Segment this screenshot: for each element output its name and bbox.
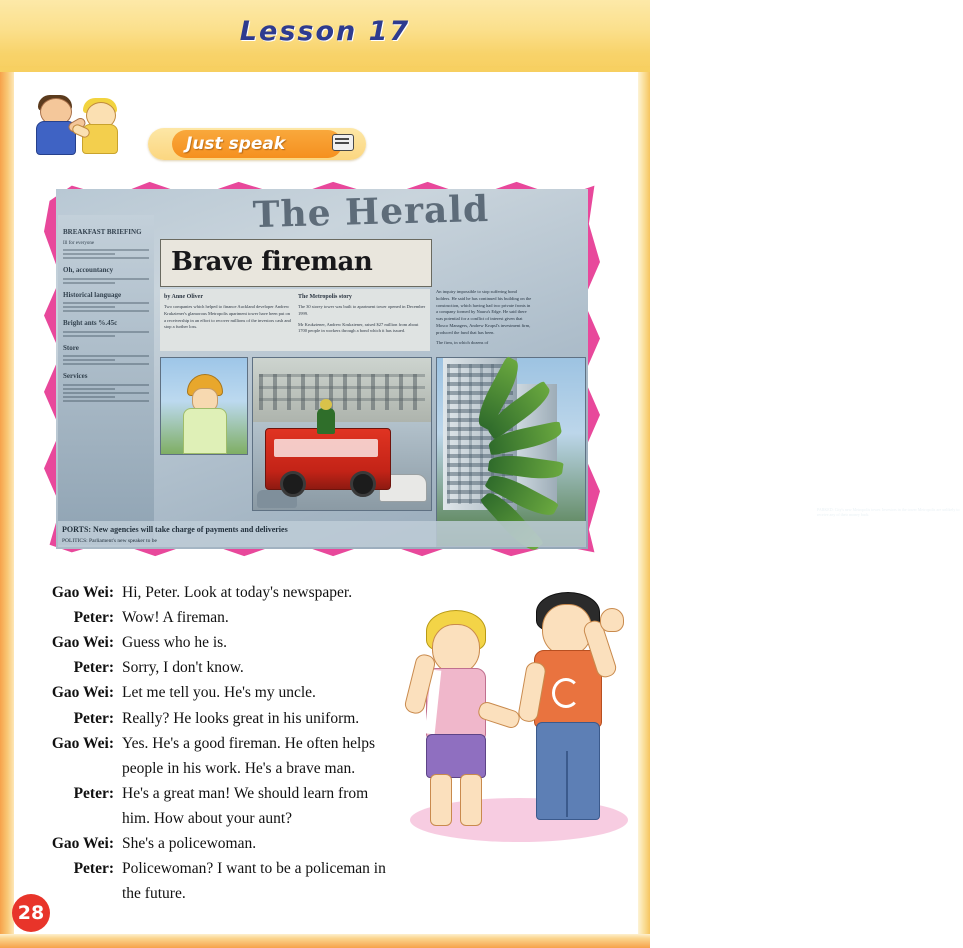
page-border-bottom: [0, 934, 650, 948]
boy-blond-figure: [406, 610, 514, 830]
article-col-1: [164, 293, 292, 347]
dialogue-speaker: Peter:: [73, 609, 114, 627]
newspaper-headline: Brave fireman: [171, 247, 373, 277]
photo-fireman-portrait: [160, 357, 248, 455]
dialogue-speaker: Peter:: [73, 784, 114, 802]
left-col-item2: Historical language: [63, 290, 122, 299]
newspaper-footer: [58, 521, 586, 547]
left-col-title: BREAKFAST BRIEFING: [63, 228, 142, 236]
section-banner-inner: [172, 130, 342, 158]
newspaper-left-column: [58, 215, 154, 545]
dialogue-speaker: Gao Wei:: [51, 835, 114, 853]
article-text-2: The 30 storey tower was built to apartment tower opened in December 1999.: [298, 304, 426, 316]
cassette-icon: [332, 134, 354, 151]
left-col-item4: Store: [63, 343, 79, 352]
dialogue-text: Wow! A fireman.: [122, 609, 229, 627]
photo-caption: PARKED: City's new Metropolis tower. Investors in the tower Metropolis are unlikely to receive any of their money back.: [817, 506, 960, 518]
newspaper-photo: [44, 178, 960, 560]
section-label: Just speak: [186, 134, 286, 154]
footer-text-1: PORTS: New agencies will take charge of payments and deliveries: [62, 525, 288, 534]
dialogue-text: She's a policewoman.: [122, 835, 257, 853]
dialogue-text: people in his work. He's a brave man.: [122, 759, 356, 777]
dialogue-speaker: Gao Wei:: [51, 734, 114, 752]
section-banner: [148, 128, 366, 160]
dialogue-text: He's a great man! We should learn from: [122, 784, 369, 802]
page-number: 28: [12, 894, 50, 932]
dialogue-text: Let me tell you. He's my uncle.: [122, 684, 316, 702]
right-text-1: An inquiry impossible to stop suffering bond holders. He said he has continued his building on the construction, which having had two private fronts in a company formed by Nauru's Edge. He said there was potential for a conflict of interest given that Mosco Managers, Andrew Krupsl's investment firm, produced the fund that has been.: [436, 289, 532, 335]
dialogue-text: the future.: [122, 885, 186, 903]
article-kicker: The Metropolis story: [298, 294, 352, 300]
dialogue-speaker: Peter:: [73, 709, 114, 727]
photo-metropolis-tower: [436, 357, 960, 547]
boys-illustration: [406, 600, 636, 850]
cartoon-kids-decoration: [28, 90, 138, 158]
right-text-2: The firm, in which dozens of: [436, 340, 489, 346]
newspaper-masthead: The Herald: [252, 187, 490, 237]
dialogue-text: Sorry, I don't know.: [122, 659, 244, 677]
page-title: Lesson 17: [239, 16, 411, 47]
dialogue-speaker: Peter:: [73, 860, 114, 878]
newspaper-right-text: [436, 289, 532, 351]
left-col-item5: Services: [63, 372, 88, 380]
dialogue-speaker: Gao Wei:: [51, 684, 114, 702]
left-col-subtitle: Ill for everyone: [63, 240, 95, 246]
dialogue-text: Guess who he is.: [122, 634, 228, 652]
newspaper-article-body: [160, 289, 430, 351]
dialogue-line-continuation: [30, 881, 620, 906]
article-text-3: Mr Krukziener, Andrew Krukziener, raised $27 million from about 1700 people in workers through a bond which it has issued.: [298, 321, 419, 334]
cartoon-girl-yellow-icon: [78, 102, 124, 154]
dialogue-speaker: Gao Wei:: [51, 584, 114, 601]
boy-dark-hair-figure: [518, 592, 630, 830]
left-col-item3: Bright ants %.45c: [63, 319, 118, 327]
dialogue-text: him. How about your aunt?: [122, 809, 293, 827]
article-byline: by Anne Oliver: [164, 294, 204, 300]
dialogue-speaker: Peter:: [73, 659, 114, 677]
left-col-item1: Oh, accountancy: [63, 266, 114, 274]
article-col-2: [298, 293, 426, 347]
just-speak-section-header: [0, 86, 650, 166]
photo-content: [56, 187, 960, 549]
article-text-1: Two companies which helped to finance Auckland developer Andrew Krukziener's glamorous Metropolis apartment tower have been put on a receivership in an effort to recover millions of the investors cash and stop a further loss.: [164, 304, 291, 330]
photo-fire-truck: [252, 357, 432, 511]
dialogue-text: Hi, Peter. Look at today's newspaper.: [122, 584, 353, 601]
dialogue-text: Really? He looks great in his uniform.: [122, 709, 360, 727]
dialogue-text: Yes. He's a good fireman. He often helps: [122, 734, 376, 752]
footer-text-2: POLITICS: Parliament's new speaker to be: [62, 537, 157, 544]
dialogue-text: Policewoman? I want to be a policeman in: [122, 860, 386, 878]
dialogue-speaker: Gao Wei:: [51, 634, 114, 652]
dialogue-line: [30, 856, 620, 881]
header-band: [0, 0, 650, 72]
headline-box: [160, 239, 432, 287]
